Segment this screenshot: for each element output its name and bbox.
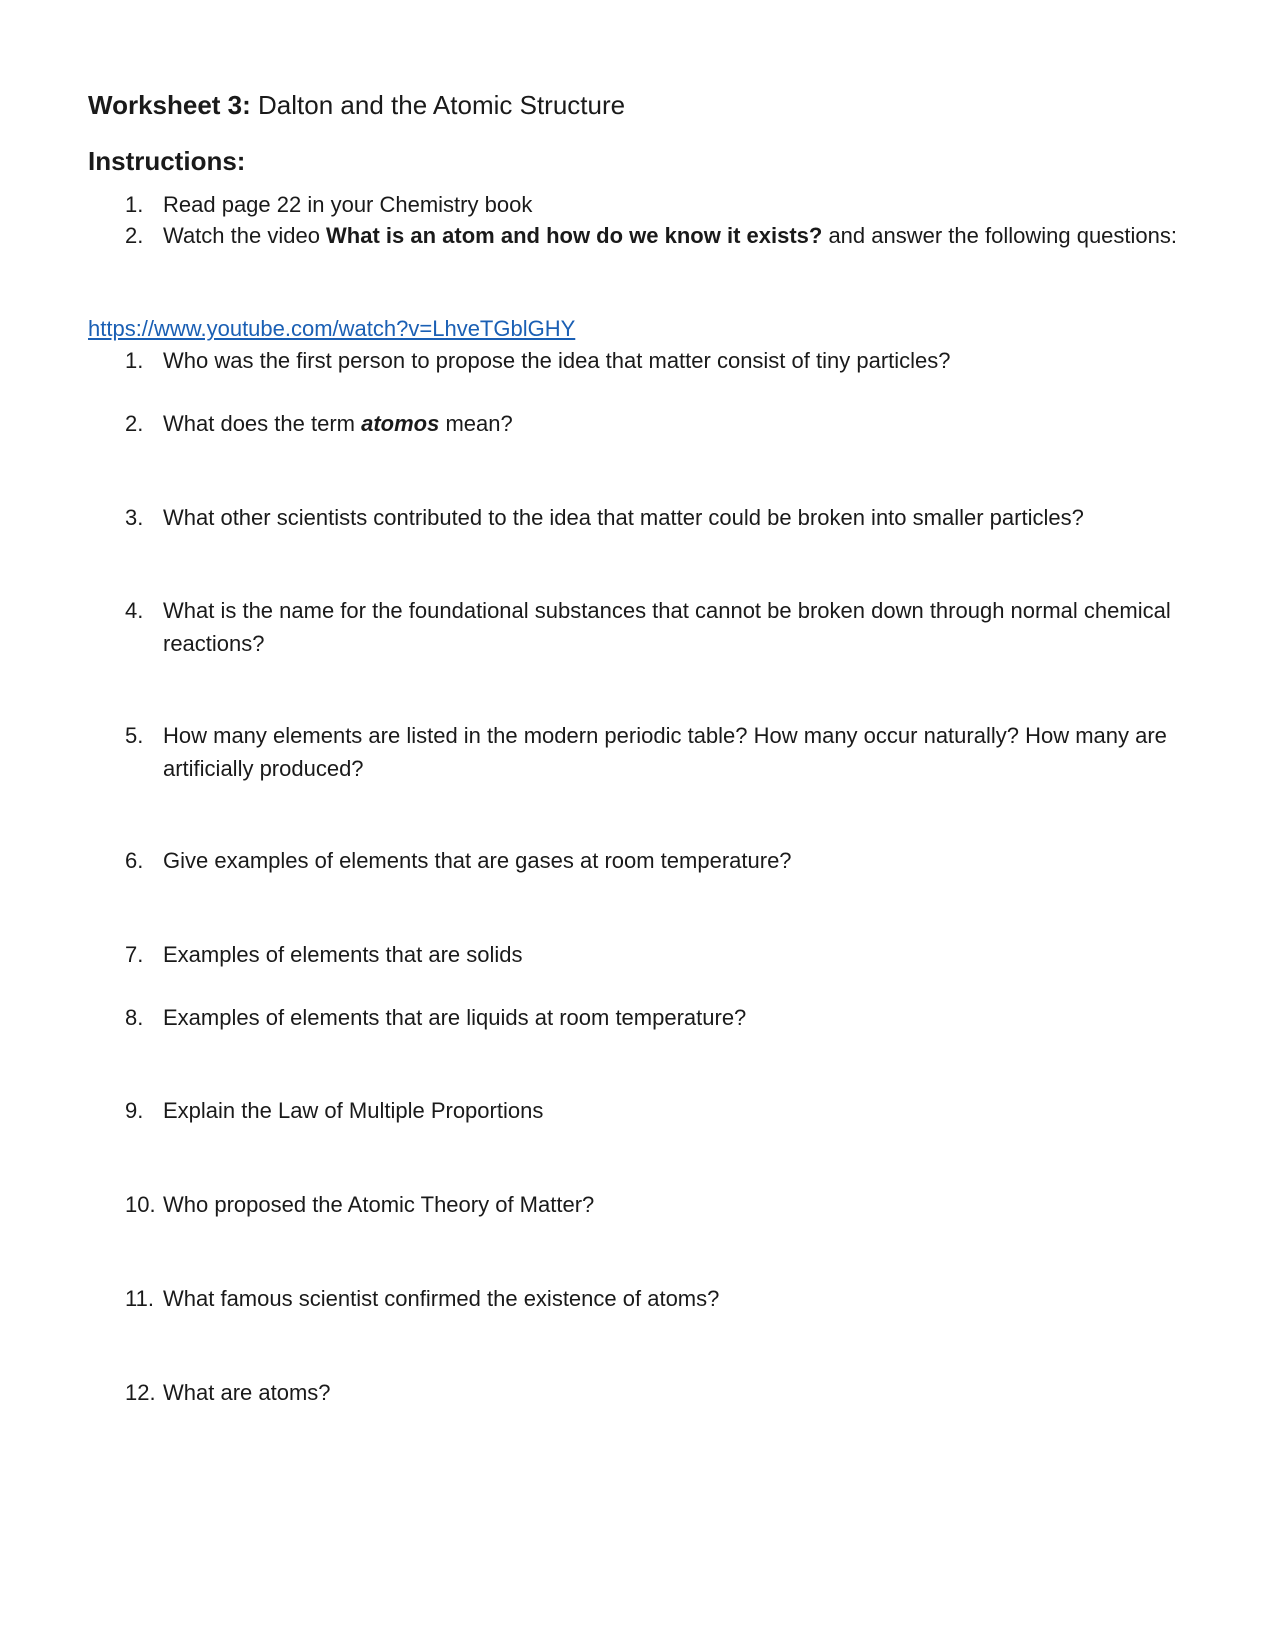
instruction-post: and answer the following questions:	[822, 223, 1177, 248]
title-bold: Worksheet 3:	[88, 90, 251, 120]
question-number: 4.	[125, 598, 144, 623]
question-number: 12.	[125, 1380, 156, 1405]
instruction-pre: Watch the video	[163, 223, 327, 248]
emphasized-term: atomos	[361, 411, 440, 436]
question-text: Who proposed the Atomic Theory of Matter?	[163, 1192, 595, 1217]
question-number: 7.	[125, 942, 144, 967]
question-text: Examples of elements that are liquids at room temperature?	[163, 1005, 747, 1030]
question-text: Explain the Law of Multiple Proportions	[163, 1098, 544, 1123]
question-post: mean?	[439, 411, 513, 436]
question-number: 6.	[125, 848, 144, 873]
title-rest: Dalton and the Atomic Structure	[250, 90, 626, 120]
page-title	[88, 88, 625, 122]
question-text: What is the name for the foundational substances that cannot be broken down through normal chemical reactions?	[163, 598, 1171, 656]
question-number: 3.	[125, 505, 144, 530]
question-text: Examples of elements that are solids	[163, 942, 523, 967]
question-number: 1.	[125, 348, 144, 373]
question-text: Give examples of elements that are gases at room temperature?	[163, 848, 792, 873]
instruction-text: Read page 22 in your Chemistry book	[163, 192, 533, 217]
video-link[interactable]: https://www.youtube.com/watch?v=LhveTGblGHY	[88, 316, 576, 341]
video-title: What is an atom and how do we know it exists?	[326, 223, 823, 248]
instruction-number: 1.	[125, 192, 144, 217]
instruction-number: 2.	[125, 223, 144, 248]
question-number: 9.	[125, 1098, 144, 1123]
question-number: 2.	[125, 411, 144, 436]
question-number: 8.	[125, 1005, 144, 1030]
instruction-text	[163, 219, 1203, 252]
question-text: Who was the first person to propose the idea that matter consist of tiny particles?	[163, 348, 951, 373]
question-number: 11.	[125, 1286, 154, 1311]
question-number: 5.	[125, 723, 144, 748]
question-text: What are atoms?	[163, 1380, 331, 1405]
question-text: What other scientists contributed to the idea that matter could be broken into smaller particles?	[163, 505, 1084, 530]
instructions-heading: Instructions:	[88, 146, 246, 176]
question-text: What famous scientist confirmed the existence of atoms?	[163, 1286, 720, 1311]
question-text: How many elements are listed in the modern periodic table? How many occur naturally? How many are artificially produced?	[163, 723, 1167, 781]
question-pre: What does the term	[163, 411, 362, 436]
question-text	[163, 407, 1203, 440]
question-number: 10.	[125, 1192, 156, 1217]
